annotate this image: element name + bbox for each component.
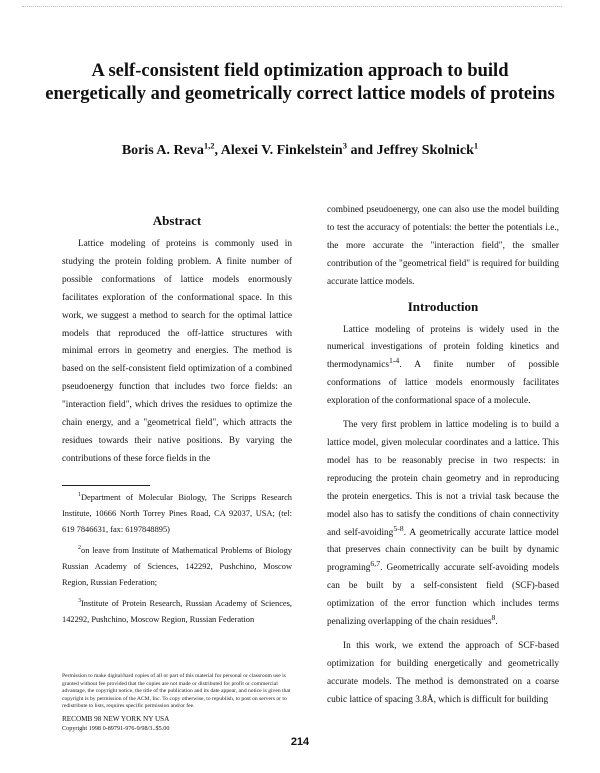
abstract-section	[62, 212, 292, 469]
author-name: Alexei V. Finkelstein	[220, 143, 343, 158]
intro-paragraph: The very first problem in lattice modeling is to build a lattice model, given molecular coordinates and a lattice. This model has to be reasonably precise in two respects: in reproducing the protein chain geometry and in reproducing the protein energetics. This is not a trivial task because the model also has to satisfy the conditions of chain connectivity and self-avoiding$^{5-8}$. A geometrically accurate lattice model that preserves chain connectivity can be built by dynamic programing$^{6,7}$. Geometrically accurate self-avoiding models can be built by a self-consistent field (SCF)-based optimization of the error function which includes terms penalizing overlapping of the chain residues$^8$.	[327, 420, 559, 628]
footnote: $^2$on leave from Institute of Mathematical Problems of Biology Russian Academy of Sciences, 142292, Pushchino, Moscow Region, Russian Federation;	[62, 545, 292, 587]
abstract-heading: Abstract	[152, 213, 202, 228]
footnotes	[62, 490, 292, 633]
intro-paragraph: In this work, we extend the approach of SCF-based optimization for building energetically and geometrically accurate models. The method is demonstrated on a coarse cubic lattice of spacing 3.8Å, which is difficult for building	[327, 640, 559, 705]
footnote: $^1$Department of Molecular Biology, The Scripps Research Institute, 10666 North Torrey Pines Road, CA 92037, USA; (tel: 619 7846631, fax: 6197848895)	[62, 492, 292, 534]
citation: 6,7	[370, 559, 381, 569]
citation: 1-4	[388, 356, 400, 366]
footnote-divider	[62, 485, 150, 486]
venue-info	[62, 714, 292, 734]
introduction-heading: Introduction	[407, 298, 479, 314]
abstract-text: Lattice modeling of proteins is commonly used in studying the protein folding problem. A finite number of possible conformations of lattice models enormously facilitates exploration of the conformational space. In this work, we suggest a method to search for the optimal lattice models that reproduced the off-lattice structures with minimal errors in geometry and energies. The method is based on the self-consistent field optimization of a combined pseudoenergy function that includes two force fields: an "interaction field", which drives the residues to optimize the chain energy, and a "geometrical field", which attracts the residues towards their native positions. By varying the contributions of these force fields in the	[62, 239, 292, 464]
author-list: Boris A. Reva$^{1,2}$, Alexei V. Finkelstein$^3$ and Jeffrey Skolnick$^1$	[121, 140, 479, 158]
footnote-mark: 2	[78, 545, 81, 552]
abstract-continuation: combined pseudoenergy, one can also use the model building to test the accuracy of potentials: the better the potentials i.e., the more accurate the "interaction field", the smaller contribution of the "geometrical field" is required for building accurate lattice models.	[327, 205, 559, 287]
author-name: Jeffrey Skolnick	[376, 143, 474, 158]
intro-paragraph: Lattice modeling of proteins is widely used in the numerical investigations of protein folding kinetics and thermodynamics$^{1-4}$. A finite number of possible conformations of lattice models enormously facilitates exploration of the conformational space of a molecule.	[327, 324, 559, 407]
scan-artifact-line	[22, 6, 562, 8]
citation: 8	[491, 612, 496, 622]
footnote: $^3$Institute of Protein Research, Russian Academy of Sciences, 142292, Pushchino, Moscow Region, Russian Federation	[62, 598, 292, 624]
author-affiliation-mark: 1	[473, 140, 479, 151]
footnote-mark: 1	[78, 492, 81, 499]
copyright-line: Copyright 1998 0-89791-976-9/98/3..$5.00	[62, 725, 170, 732]
citation: 5-8	[393, 523, 404, 533]
author-name: Boris A. Reva	[121, 143, 204, 158]
page-number: 214	[290, 736, 310, 748]
author-affiliation-mark: 1,2	[203, 140, 215, 151]
venue-line: RECOMB 98 NEW YORK NY USA	[62, 715, 170, 723]
footnote-mark: 3	[78, 598, 81, 605]
right-column	[327, 202, 559, 710]
author-conjunction: and	[350, 143, 374, 158]
paper-title: A self-consistent field optimization approach to build energetically and geometrically correct lattice models of proteins	[45, 61, 555, 104]
acm-permission-notice: Permission to make digital/hard copies of all or part of this material for personal or classroom use is granted without fee provided that the copies are not made or distributed for profit or commercial advantage, the copyright notice, the title of the publication and its date appear, and notice is given that copyright is by permission of the ACM, Inc. To copy otherwise, to republish, to post on servers or to redistribute to lists, requires specific permission and/or fee.	[62, 673, 291, 710]
author-affiliation-mark: 3	[342, 140, 347, 151]
